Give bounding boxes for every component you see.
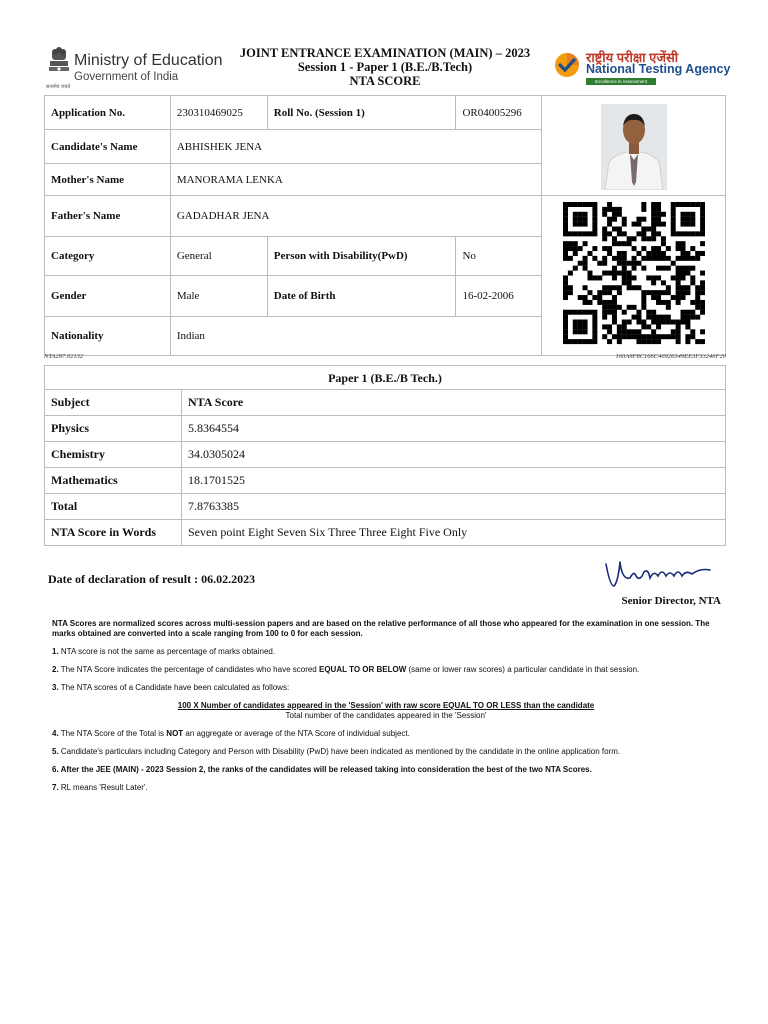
candidate-name-label: Candidate's Name — [45, 130, 171, 164]
subject-name: NTA Score in Words — [45, 520, 182, 546]
exam-session: Session 1 - Paper 1 (B.E./B.Tech) — [297, 60, 473, 74]
dob-value: 16-02-2006 — [456, 276, 542, 317]
notes-intro: NTA Scores are normalized scores across multi-session papers and are based on the relative performance of all those who appeared for the examination in one session. The marks obtained are converted into a scale ranging from 100 to 0 for each session. — [52, 619, 710, 638]
pwd-label: Person with Disability(PwD) — [267, 237, 456, 276]
score-table — [44, 389, 726, 546]
table-row — [45, 390, 726, 416]
mother-name-value: MANORAMA LENKA — [170, 164, 542, 196]
nta-check-logo-icon — [554, 52, 580, 78]
subject-name: Mathematics — [45, 468, 182, 494]
signatory-title: Senior Director, NTA — [621, 595, 721, 607]
subject-score: Seven point Eight Seven Six Three Three Eight Five Only — [182, 520, 726, 546]
note-item: 2. The NTA Score indicates the percentage of candidates who have scored EQUAL TO OR BELOW (same or lower raw scores) a particular candidate in that session. — [52, 665, 640, 674]
mother-name-label: Mother's Name — [45, 164, 171, 196]
table-row — [45, 468, 726, 494]
nta-hindi-name: राष्ट्रीय परीक्षा एजेंसी — [586, 50, 679, 65]
candidate-photo — [601, 104, 667, 190]
formula-numerator: 100 X Number of candidates appeared in the 'Session' with raw score EQUAL TO OR LESS than the candidate — [177, 701, 595, 710]
right-code: 160A9F8C166C46926349EE3F33246F20 — [615, 353, 726, 360]
subject-score: 34.0305024 — [182, 442, 726, 468]
national-emblem-icon — [46, 46, 72, 86]
notes-section — [52, 619, 720, 793]
application-no-value: 230310469025 — [170, 96, 267, 130]
nta-score-header: NTA Score — [182, 390, 726, 416]
father-name-label: Father's Name — [45, 196, 171, 237]
note-item: 7. RL means 'Result Later'. — [52, 783, 148, 792]
dob-label: Date of Birth — [267, 276, 456, 317]
paper-title: Paper 1 (B.E./B Tech.) — [44, 365, 726, 390]
nta-logo-block — [554, 48, 734, 88]
note-item: 3. The NTA scores of a Candidate have been calculated as follows: — [52, 683, 290, 692]
left-code: NTA297.02132 — [44, 353, 84, 360]
nta-score-formula — [52, 701, 720, 721]
formula-denominator: Total number of the candidates appeared in the 'Session' — [285, 711, 487, 720]
candidate-name-value: ABHISHEK JENA — [170, 130, 542, 164]
category-label: Category — [45, 237, 171, 276]
subject-name: Total — [45, 494, 182, 520]
nationality-label: Nationality — [45, 317, 171, 356]
note-item: 1. NTA score is not the same as percentage of marks obtained. — [52, 647, 276, 656]
gender-label: Gender — [45, 276, 171, 317]
nationality-value: Indian — [170, 317, 542, 356]
ministry-of-education-logo — [46, 46, 236, 94]
roll-no-label: Roll No. (Session 1) — [267, 96, 456, 130]
exam-doc-type: NTA SCORE — [349, 74, 421, 88]
declaration-date: Date of declaration of result : 06.02.2023 — [48, 572, 256, 586]
nta-english-name: National Testing Agency — [586, 62, 731, 76]
roll-no-value: OR04005296 — [456, 96, 542, 130]
gender-value: Male — [170, 276, 267, 317]
qr-code — [563, 200, 705, 346]
ministry-subtitle: Government of India — [74, 71, 179, 83]
subject-score: 7.8763385 — [182, 494, 726, 520]
father-name-value: GADADHAR JENA — [170, 196, 542, 237]
subject-score: 5.8364554 — [182, 416, 726, 442]
subject-score: 18.1701525 — [182, 468, 726, 494]
signature-icon — [600, 556, 720, 592]
table-row — [45, 494, 726, 520]
category-value: General — [170, 237, 267, 276]
note-item: 6. After the JEE (MAIN) - 2023 Session 2, the ranks of the candidates will be released taking into consideration the best of the two NTA Scores. — [52, 765, 592, 774]
candidate-portrait-icon — [601, 104, 667, 190]
page-header — [0, 0, 768, 96]
pwd-value: No — [456, 237, 542, 276]
ministry-motto: सत्यमेव जयते — [46, 84, 71, 90]
application-no-label: Application No. — [45, 96, 171, 130]
nta-tagline: Excellence in Assessment — [586, 78, 656, 85]
table-row — [45, 442, 726, 468]
note-item: 4. The NTA Score of the Total is NOT an aggregate or average of the NTA Score of individual subject. — [52, 729, 410, 738]
table-row — [45, 416, 726, 442]
exam-heading — [230, 46, 540, 88]
ministry-title: Ministry of Education — [74, 52, 223, 69]
subject-name: Physics — [45, 416, 182, 442]
exam-title: JOINT ENTRANCE EXAMINATION (MAIN) – 2023 — [239, 46, 531, 60]
subject-header: Subject — [45, 390, 182, 416]
table-row — [45, 520, 726, 546]
subject-name: Chemistry — [45, 442, 182, 468]
note-item: 5. Candidate's particulars including Category and Person with Disability (PwD) have been indicated as mentioned by the candidate in the online application form. — [52, 747, 621, 756]
